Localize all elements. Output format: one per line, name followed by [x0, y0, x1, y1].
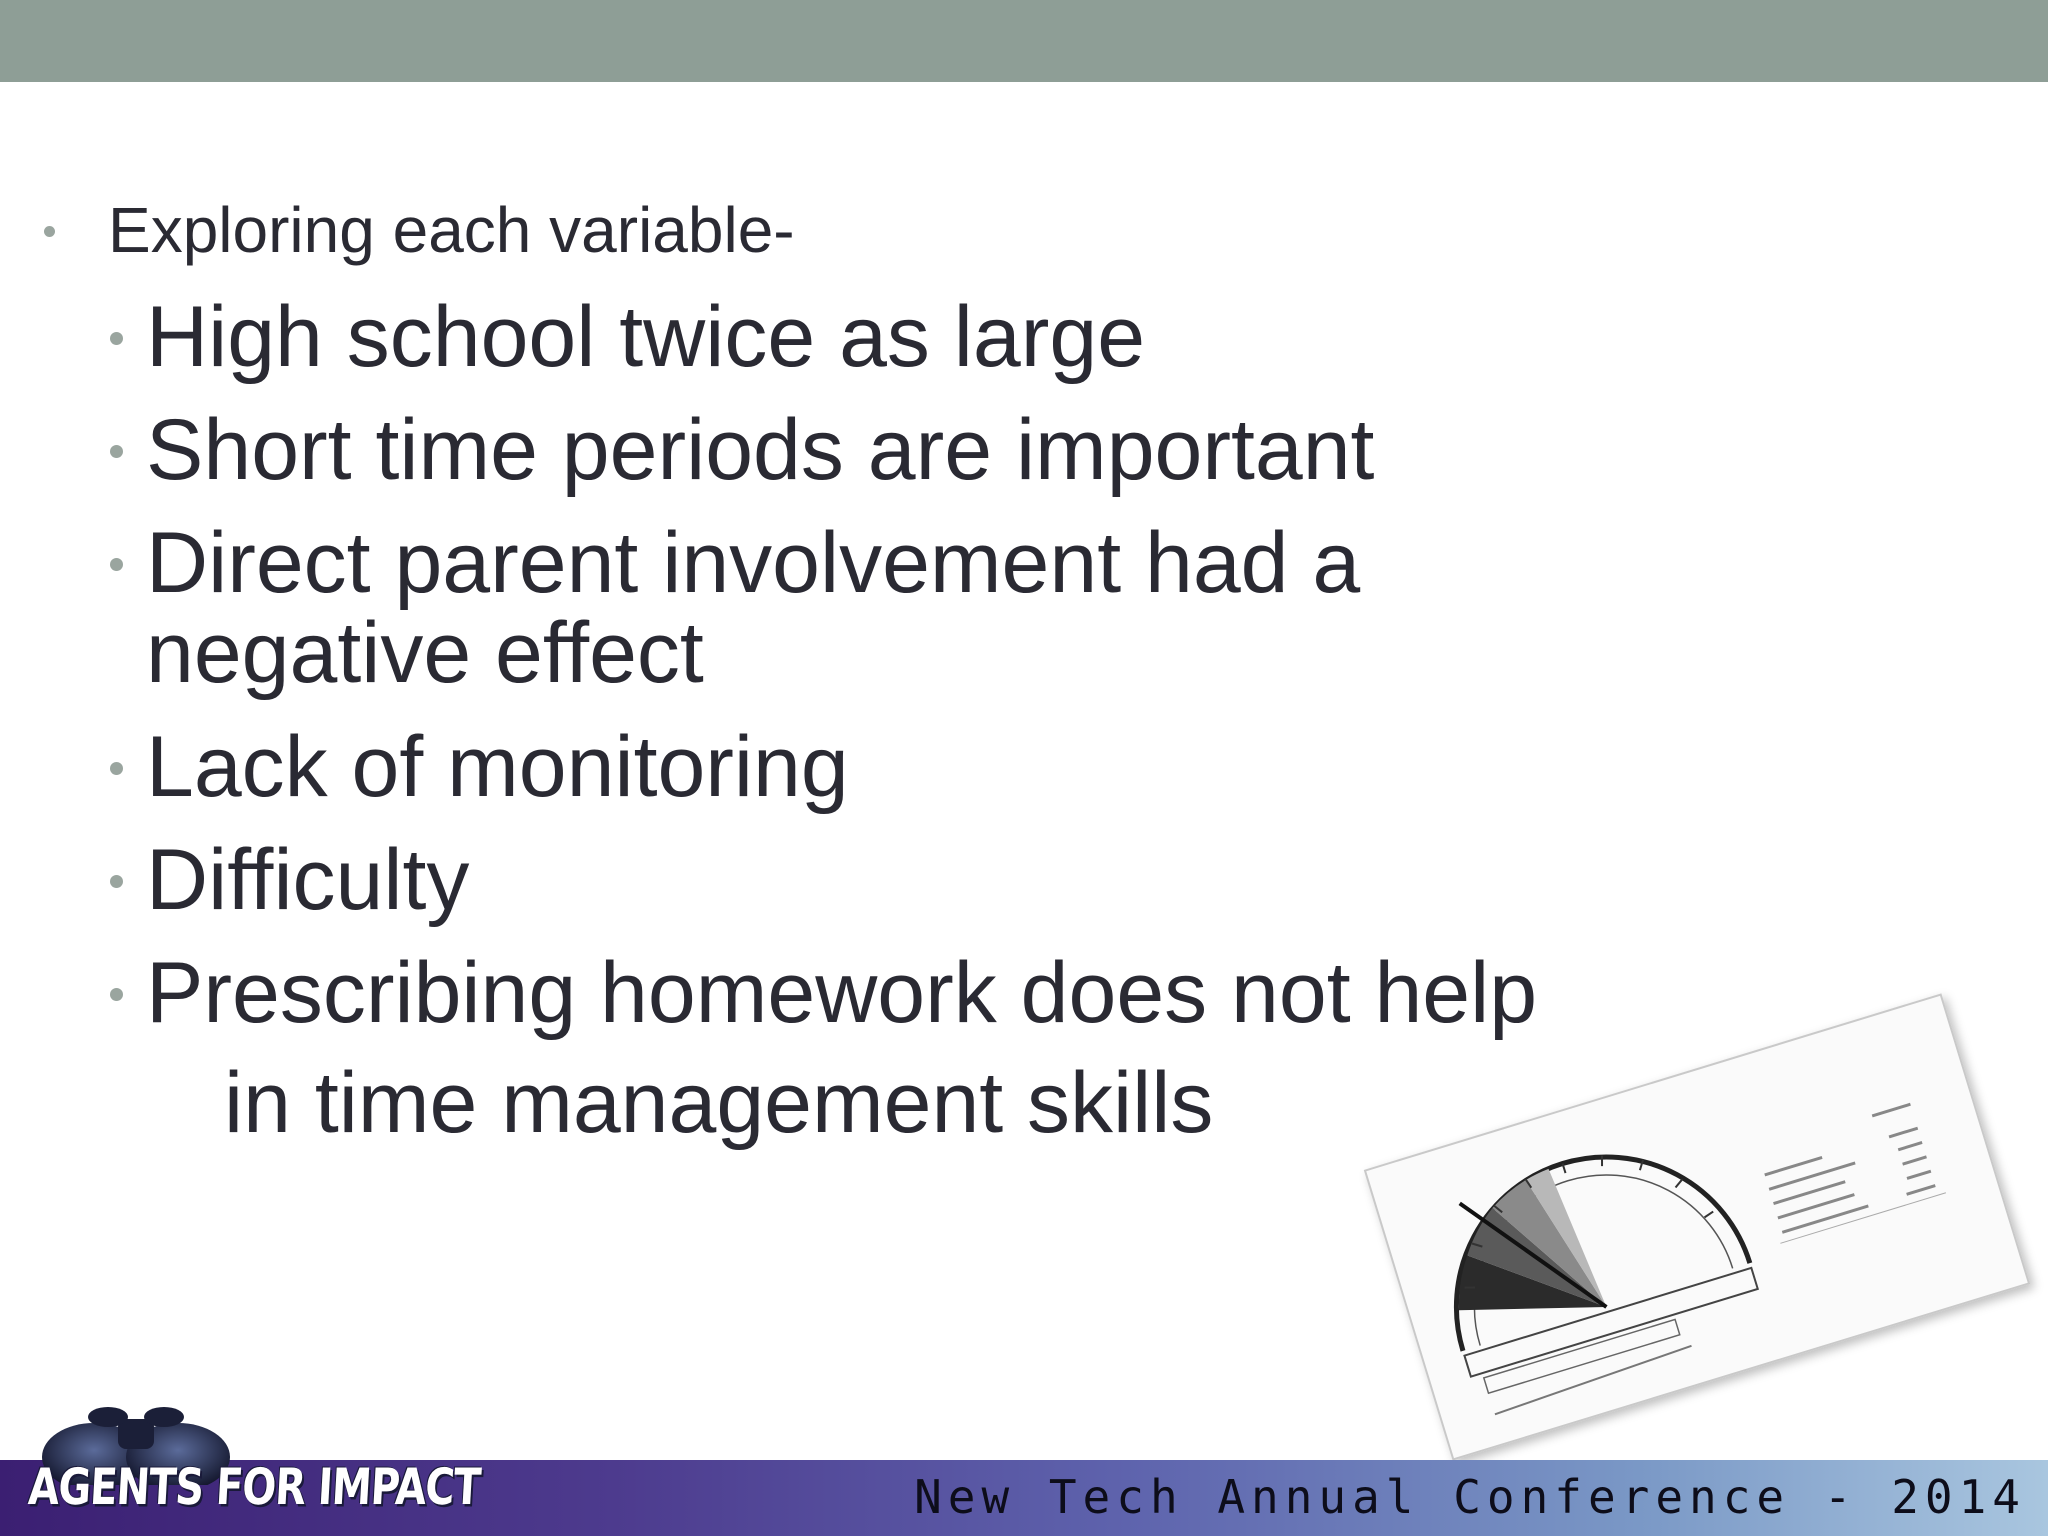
- conference-title: New Tech Annual Conference - 2014: [914, 1470, 2026, 1524]
- list-item-continuation: in time management skills: [224, 1055, 1214, 1151]
- list-item-text: Lack of monitoring: [146, 719, 849, 815]
- agents-for-impact-logo: [14, 1405, 482, 1536]
- heading-bullet-text: Exploring each variable-: [108, 194, 795, 266]
- list-item-text: [146, 515, 1361, 701]
- bullet-dot-icon: [110, 762, 123, 775]
- bullet-dot-icon: [110, 558, 123, 571]
- list-item-text: Prescribing homework does not help: [146, 945, 1538, 1041]
- barometer-figure-image: [1364, 993, 2030, 1460]
- bullet-dot-icon: [110, 332, 123, 345]
- bullet-dot-icon: [110, 988, 123, 1001]
- list-item-line: Direct parent involvement had a: [146, 515, 1361, 611]
- list-item-line: negative effect: [146, 605, 704, 701]
- barometer-chart-icon: [1366, 996, 2027, 1458]
- list-item-text: Short time periods are important: [146, 402, 1375, 498]
- list-item-text: Difficulty: [146, 832, 470, 928]
- bullet-dot-icon: [110, 875, 123, 888]
- bullet-dot-icon: [44, 226, 55, 237]
- bullet-dot-icon: [110, 445, 123, 458]
- logo-text: AGENTS FOR IMPACT: [26, 1459, 482, 1517]
- list-item-text: High school twice as large: [146, 289, 1146, 385]
